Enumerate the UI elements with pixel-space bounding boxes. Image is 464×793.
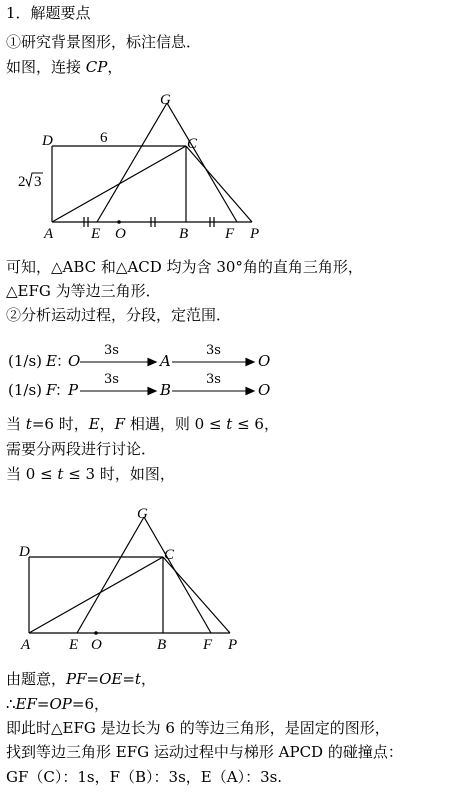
meet-condition: 当 t=6 时，E，F 相遇，则 0 ≤ t ≤ 6， [6,415,279,433]
label-f: F [225,226,235,242]
collision-times: GF（C）：1s，F（B）：3s，E（A）：3s. [6,768,283,786]
label-d: D [19,544,30,560]
label-o: O [91,637,102,653]
triangle-note: 可知，△ABC 和△ACD 均为含 30°角的直角三角形， [6,258,363,276]
label-c: C [187,136,198,152]
label-b: B [179,226,189,242]
step-one-text: ①研究背景图形，标注信息． [6,33,202,51]
label-b: B [157,637,167,653]
two-cases-text: 需要分两段进行讨论． [6,440,157,458]
label-c: C [164,547,175,563]
label-e: E [69,637,79,653]
collision-text: 找到等边三角形 EFG 运动过程中与梯形 APCD 的碰撞点： [6,743,403,761]
figure-2 [0,500,464,653]
given-text: 由题意，PF=OE=t， [6,670,156,688]
motion-row-e: (1/s) E ： O 3s A 3s O [8,343,271,370]
label-o: O [115,226,126,242]
label-g: G [160,92,171,108]
label-f: F [203,637,213,653]
label-top-length: 6 [100,130,108,146]
label-d: D [42,133,53,149]
motion-row-f: (1/s) F ： P 3s B 3s O [8,372,271,399]
segment-gf [144,517,211,633]
label-g: G [137,506,148,522]
segment-cp [186,146,252,222]
therefore-text: ∴EF=OP=6， [6,695,109,713]
segment-eg [77,517,144,633]
svg-text:3: 3 [34,174,42,190]
segment-ac [29,557,163,633]
label-a: A [44,226,54,242]
fixed-figure-text: 即此时△EFG 是边长为 6 的等边三角形，是固定的图形， [6,719,390,737]
figure-1 [0,90,464,250]
segment-gf [167,103,237,222]
label-e: E [91,226,101,242]
step-two-text: ②分析运动过程，分段，定范围． [6,306,232,324]
label-side-length [18,173,43,190]
case-one-text: 当 0 ≤ t ≤ 3 时，如图， [6,465,175,483]
point-o [117,220,121,224]
point-o [94,631,98,635]
svg-text:2: 2 [18,174,26,190]
label-a: A [21,637,31,653]
equilateral-note: △EFG 为等边三角形． [6,282,161,300]
label-p: P [250,226,260,242]
label-p: P [228,637,238,653]
connect-cp-text: 如图，连接 CP， [6,58,123,76]
section-heading: 1．解题要点 [6,4,91,22]
